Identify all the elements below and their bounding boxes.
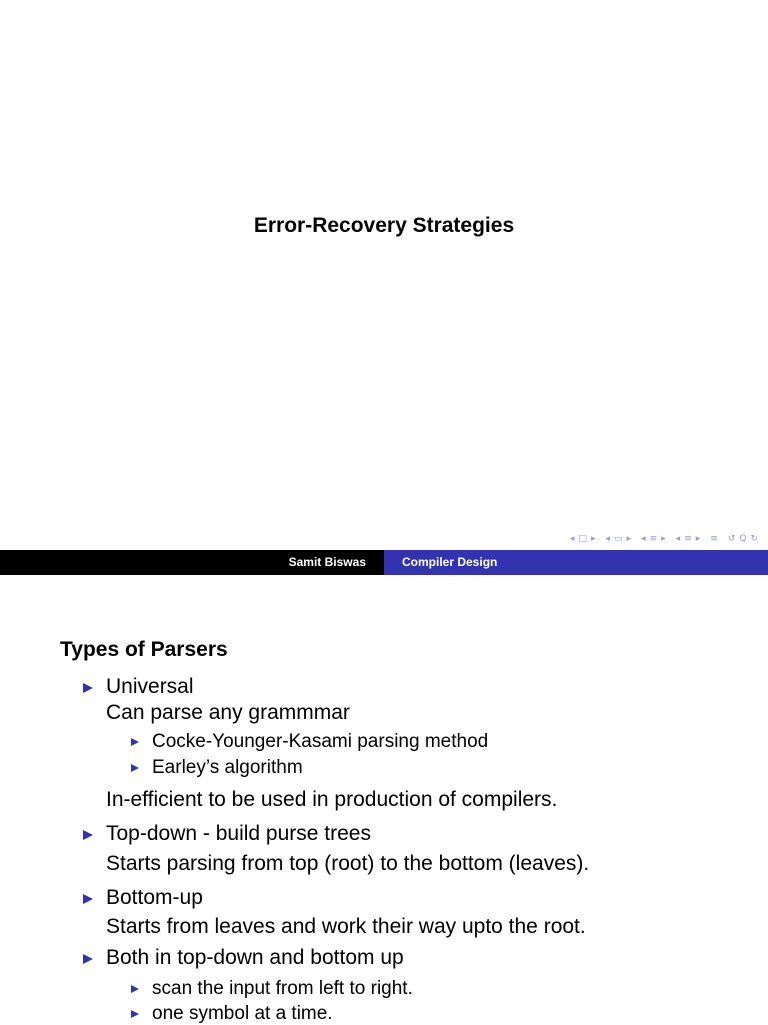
sub-bullet-icon xyxy=(131,764,139,772)
list-item-label: Both in top-down and bottom up xyxy=(106,946,404,969)
nav-next-section-icon[interactable]: ▸ xyxy=(661,534,666,544)
frame-title: Types of Parsers xyxy=(60,638,228,661)
bullet-icon xyxy=(83,830,93,840)
list-item-label: Universal xyxy=(106,675,194,698)
list-item-desc: Can parse any grammmar xyxy=(106,701,350,724)
nav-section-icon[interactable]: ≡ xyxy=(649,534,658,544)
nav-appendix-icon[interactable]: ≡ xyxy=(710,534,718,544)
list-item-desc: Starts parsing from top (root) to the bottom (leaves). xyxy=(106,852,590,875)
list-item-label: Bottom-up xyxy=(106,886,203,909)
nav-prev-frame-icon[interactable]: ◂ xyxy=(569,534,575,544)
list-item-label: Top-down - build purse trees xyxy=(106,822,371,845)
nav-prev-doc-icon[interactable]: ◂ xyxy=(675,534,681,544)
footer-author: Samit Biswas xyxy=(0,550,384,575)
nav-forward-icon[interactable]: ↻ xyxy=(750,534,758,544)
nav-back-icon[interactable]: ↺ xyxy=(727,534,736,544)
sub-bullet-icon xyxy=(131,738,139,746)
bullet-icon xyxy=(83,954,93,964)
sub-list-item: scan the input from left to right. xyxy=(152,978,413,999)
nav-subsection-icon[interactable]: ▭ xyxy=(614,534,623,544)
nav-prev-subsection-icon[interactable]: ◂ xyxy=(605,534,610,544)
nav-next-doc-icon[interactable]: ▸ xyxy=(695,534,701,544)
nav-next-subsection-icon[interactable]: ▸ xyxy=(626,534,632,544)
slide-title: Error-Recovery Strategies xyxy=(253,214,515,237)
nav-search-icon[interactable]: Q xyxy=(739,534,747,544)
sub-list-item: Cocke-Younger-Kasami parsing method xyxy=(152,731,489,752)
beamer-navigation-bar xyxy=(568,532,760,546)
list-item-desc: Starts from leaves and work their way upto the root. xyxy=(106,915,586,938)
sub-bullet-icon xyxy=(131,985,139,993)
nav-next-frame-icon[interactable]: ▸ xyxy=(590,534,596,544)
sub-list-item: Earley’s algorithm xyxy=(152,757,303,778)
list-item-note: In-efficient to be used in production of compilers. xyxy=(106,788,558,811)
bullet-icon xyxy=(83,894,93,904)
sub-bullet-icon xyxy=(131,1010,139,1018)
bullet-icon xyxy=(83,683,93,693)
nav-doc-icon[interactable]: ≡ xyxy=(684,534,692,544)
nav-prev-section-icon[interactable]: ◂ xyxy=(641,534,646,544)
sub-list-item: one symbol at a time. xyxy=(152,1003,333,1024)
footer-course: Compiler Design xyxy=(384,550,768,575)
nav-frame-icon[interactable]: □ xyxy=(578,534,587,544)
slide-footer xyxy=(0,550,768,575)
